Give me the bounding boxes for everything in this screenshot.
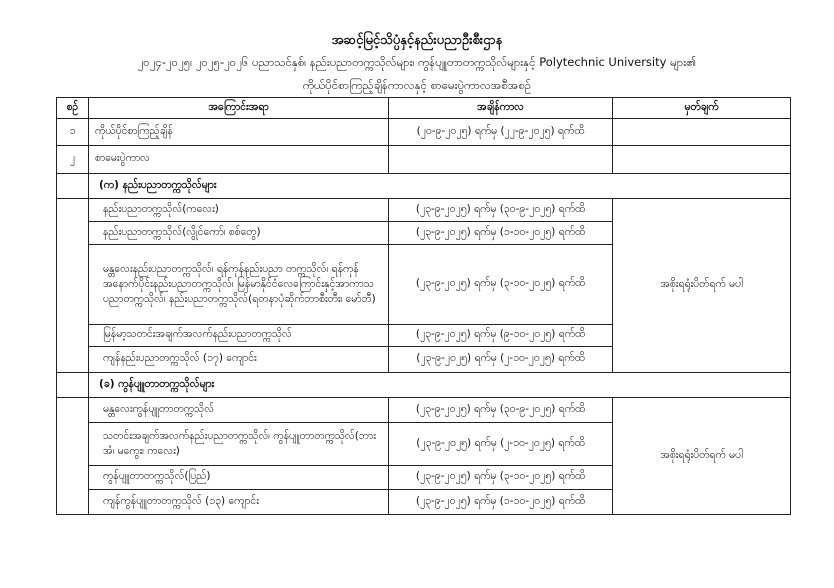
institution-name: နည်းပညာတက္ကသိုလ်(လွိုင်ကော်၊ စစ်တွေ) <box>89 222 389 245</box>
institution-name: နည်းပညာတက္ကသိုလ်(ကလေး) <box>89 199 389 222</box>
exam-period: (၂၃-၉-၂၀၂၅) ရက်မှ (၃-၁၀-၂၀၂၅) ရက်ထိ <box>389 245 613 325</box>
section-header-row <box>57 174 791 199</box>
institution-name: မန္တလေးကွန်ပျူတာတက္ကသိုလ် <box>89 398 389 423</box>
row-subject: စာမေးပွဲကာလ <box>89 146 389 174</box>
table-row <box>57 199 791 222</box>
document-subtitle: ၂၀၂၄-၂၀၂၅၊ ၂၀၂၅-၂၀၂၆ ပညာသင်နှစ်၊ နည်းပညာတက္ကသိုလ်များ၊ ကွန်ပျူတာတက္ကသိုလ်များနှင့် Polytechnic University များ၏ <box>137 55 697 69</box>
schedule-table <box>56 97 791 515</box>
row-number <box>57 398 89 515</box>
institution-name: ကွန်ပျူတာတက္ကသိုလ်(ပြည်) <box>89 466 389 490</box>
document-subtitle-2: ကိုယ်ပိုင်စာကြည့်ချိန်ကာလနှင့် စာမေးပွဲကာလအစီအစဉ် <box>302 78 532 92</box>
section-title: (က) နည်းပညာတက္ကသိုလ်များ <box>89 174 791 199</box>
institution-name: ကျန်နည်းပညာတက္ကသိုလ် (၁၇) ကျောင်း <box>89 347 389 373</box>
remark-cell: အစိုးရရုံးပိတ်ရက် မပါ <box>613 199 791 373</box>
document-title: အဆင့်မြင့်သိပ္ပံနှင့်နည်းပညာဦးစီးဌာန <box>331 33 503 48</box>
row-remark <box>613 146 791 174</box>
section-title: (ခ) ကွန်ပျူတာတက္ကသိုလ်များ <box>89 373 791 398</box>
header-remark: မှတ်ချက် <box>613 98 791 119</box>
exam-period: (၂၃-၉-၂၀၂၅) ရက်မှ (၂-၁၀-၂၀၂၅) ရက်ထိ <box>389 423 613 466</box>
row-remark <box>613 119 791 146</box>
row-number: ၁ <box>57 119 89 146</box>
row-number: ၂ <box>57 146 89 174</box>
table-row <box>57 119 791 146</box>
remark-cell: အစိုးရရုံးပိတ်ရက် မပါ <box>613 398 791 515</box>
exam-period: (၂၃-၉-၂၀၂၅) ရက်မှ (၃၀-၉-၂၀၂၅) ရက်ထိ <box>389 398 613 423</box>
header-no: စဉ် <box>57 98 89 119</box>
exam-period: (၂၃-၉-၂၀၂၅) ရက်မှ (၉-၁၀-၂၀၂၅) ရက်ထိ <box>389 325 613 347</box>
exam-period: (၂၃-၉-၂၀၂၅) ရက်မှ (၁-၁၀-၂၀၂၅) ရက်ထိ <box>389 490 613 515</box>
table-row <box>57 398 791 423</box>
exam-period: (၂၃-၉-၂၀၂၅) ရက်မှ (၃၀-၉-၂၀၂၅) ရက်ထိ <box>389 199 613 222</box>
exam-period: (၂၃-၉-၂၀၂၅) ရက်မှ (၂-၁၀-၂၀၂၅) ရက်ထိ <box>389 347 613 373</box>
table-row <box>57 146 791 174</box>
institution-name: မန္တလေးနည်းပညာတက္ကသိုလ်၊ ရန်ကုန်နည်းပညာ တက္ကသိုလ်၊ ရန်ကုန်အနောက်ပိုင်းနည်းပညာတက္ကသိုလ်၊ မြန်မာနိုင်ငံလေကြောင်းနှင့်အာကာသပညာတက္ကသိုလ်၊ နည်းပညာတက္ကသိုလ်(ရတနာပုံဆိုက်ဘာစီးတီး၊ မော်ဘီ) <box>89 245 389 325</box>
row-period <box>389 146 613 174</box>
institution-name: မြန်မာ့သတင်းအချက်အလက်နည်းပညာတက္ကသိုလ် <box>89 325 389 347</box>
institution-name: ကျန်ကွန်ပျူတာတက္ကသိုလ် (၁၃) ကျောင်း <box>89 490 389 515</box>
row-subject: ကိုယ်ပိုင်စာကြည့်ချိန် <box>89 119 389 146</box>
header-period: အချိန်ကာလ <box>389 98 613 119</box>
exam-period: (၂၃-၉-၂၀၂၅) ရက်မှ (၁-၁၀-၂၀၂၅) ရက်ထိ <box>389 222 613 245</box>
row-number <box>57 199 89 373</box>
section-header-row <box>57 373 791 398</box>
row-period: (၂၀-၉-၂၀၂၅) ရက်မှ (၂၂-၉-၂၀၂၅) ရက်ထိ <box>389 119 613 146</box>
exam-period: (၂၃-၉-၂၀၂၅) ရက်မှ (၃-၁၀-၂၀၂၅) ရက်ထိ <box>389 466 613 490</box>
row-number <box>57 373 89 398</box>
table-header-row <box>57 98 791 119</box>
institution-name: သတင်းအချက်အလက်နည်းပညာတက္ကသိုလ်၊ ကွန်ပျူတာတက္ကသိုလ်(ဘားအံ၊ မကွေး၊ ကလေး) <box>89 423 389 466</box>
row-number <box>57 174 89 199</box>
header-subject: အကြောင်းအရာ <box>89 98 389 119</box>
